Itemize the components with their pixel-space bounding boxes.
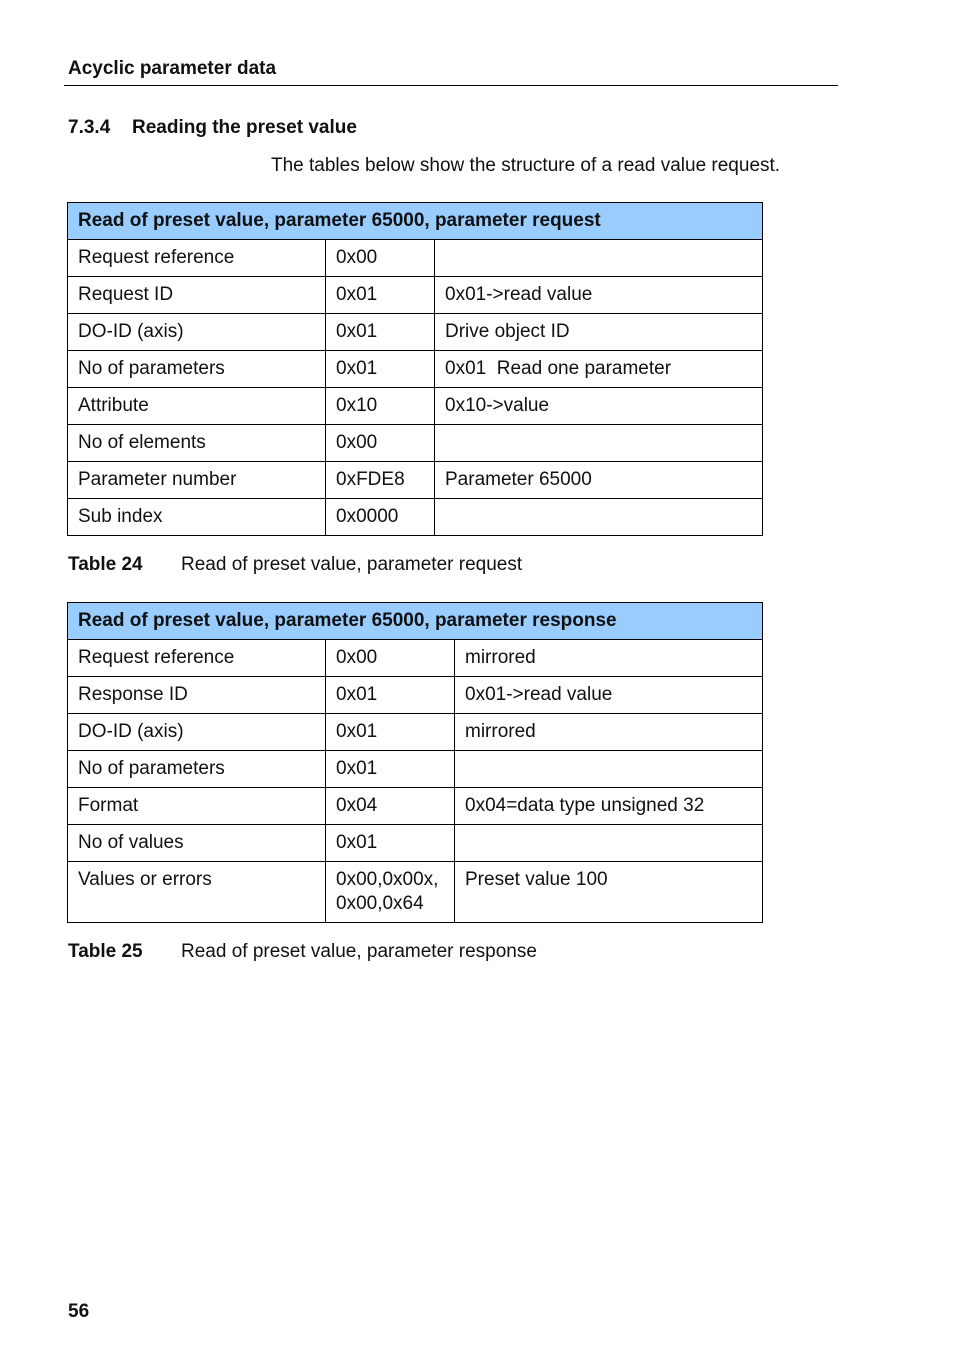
value-cell: 0x0000	[326, 499, 435, 536]
description-cell: mirrored	[455, 640, 763, 677]
description-cell	[435, 240, 763, 277]
table-row	[68, 425, 763, 462]
caption-text: Read of preset value, parameter response	[181, 941, 537, 962]
field-name-cell: Attribute	[68, 388, 326, 425]
page-number: 56	[68, 1301, 90, 1322]
description-cell: Parameter 65000	[435, 462, 763, 499]
description-cell	[435, 499, 763, 536]
field-name-cell: No of parameters	[68, 351, 326, 388]
table-row	[68, 825, 763, 862]
description-cell	[455, 825, 763, 862]
table-24-caption	[68, 554, 523, 576]
field-name-cell: DO-ID (axis)	[68, 314, 326, 351]
value-cell: 0x01	[326, 714, 455, 751]
value-cell: 0x01	[326, 751, 455, 788]
description-cell: 0x01->read value	[435, 277, 763, 314]
value-cell: 0x01	[326, 314, 435, 351]
value-cell: 0x01	[326, 351, 435, 388]
value-cell: 0x01	[326, 677, 455, 714]
field-name-cell: Parameter number	[68, 462, 326, 499]
table-24	[67, 202, 763, 536]
table-row	[68, 677, 763, 714]
value-cell: 0xFDE8	[326, 462, 435, 499]
description-cell	[435, 425, 763, 462]
value-cell: 0x01	[326, 277, 435, 314]
value-cell: 0x01	[326, 825, 455, 862]
value-cell: 0x00,0x00x, 0x00,0x64	[326, 862, 455, 923]
table-row	[68, 277, 763, 314]
field-name-cell: DO-ID (axis)	[68, 714, 326, 751]
field-name-cell: Request reference	[68, 640, 326, 677]
value-cell: 0x00	[326, 240, 435, 277]
header-rule	[64, 85, 838, 86]
section-number: 7.3.4	[68, 117, 111, 138]
field-name-cell: No of elements	[68, 425, 326, 462]
section-title: Reading the preset value	[132, 117, 357, 138]
field-name-cell: Response ID	[68, 677, 326, 714]
table-row	[68, 388, 763, 425]
description-cell: 0x10->value	[435, 388, 763, 425]
value-cell: 0x10	[326, 388, 435, 425]
table-row	[68, 314, 763, 351]
table-title: Read of preset value, parameter 65000, parameter request	[68, 203, 763, 240]
value-cell: 0x00	[326, 640, 455, 677]
table-row	[68, 862, 763, 923]
intro-text: The tables below show the structure of a read value request.	[271, 155, 781, 176]
field-name-cell: No of parameters	[68, 751, 326, 788]
table-title: Read of preset value, parameter 65000, parameter response	[68, 603, 763, 640]
field-name-cell: Values or errors	[68, 862, 326, 923]
field-name-cell: Sub index	[68, 499, 326, 536]
running-header: Acyclic parameter data	[68, 58, 277, 79]
field-name-cell: Format	[68, 788, 326, 825]
table-row	[68, 751, 763, 788]
description-cell	[455, 751, 763, 788]
value-cell: 0x00	[326, 425, 435, 462]
table-row	[68, 640, 763, 677]
caption-label: Table 24	[68, 554, 143, 575]
table-row	[68, 788, 763, 825]
description-cell: 0x01 Read one parameter	[435, 351, 763, 388]
table-row	[68, 714, 763, 751]
description-cell: mirrored	[455, 714, 763, 751]
table-25	[67, 602, 763, 923]
description-cell: 0x04=data type unsigned 32	[455, 788, 763, 825]
field-name-cell: No of values	[68, 825, 326, 862]
caption-label: Table 25	[68, 941, 143, 962]
description-cell: 0x01->read value	[455, 677, 763, 714]
table-25-caption	[68, 941, 537, 963]
field-name-cell: Request ID	[68, 277, 326, 314]
table-row	[68, 351, 763, 388]
description-cell: Drive object ID	[435, 314, 763, 351]
table-row	[68, 499, 763, 536]
table-row	[68, 240, 763, 277]
value-cell-line2: 0x00,0x64	[336, 893, 424, 914]
caption-text: Read of preset value, parameter request	[181, 554, 523, 575]
value-cell: 0x04	[326, 788, 455, 825]
table-row	[68, 462, 763, 499]
description-cell: Preset value 100	[455, 862, 763, 923]
field-name-cell: Request reference	[68, 240, 326, 277]
